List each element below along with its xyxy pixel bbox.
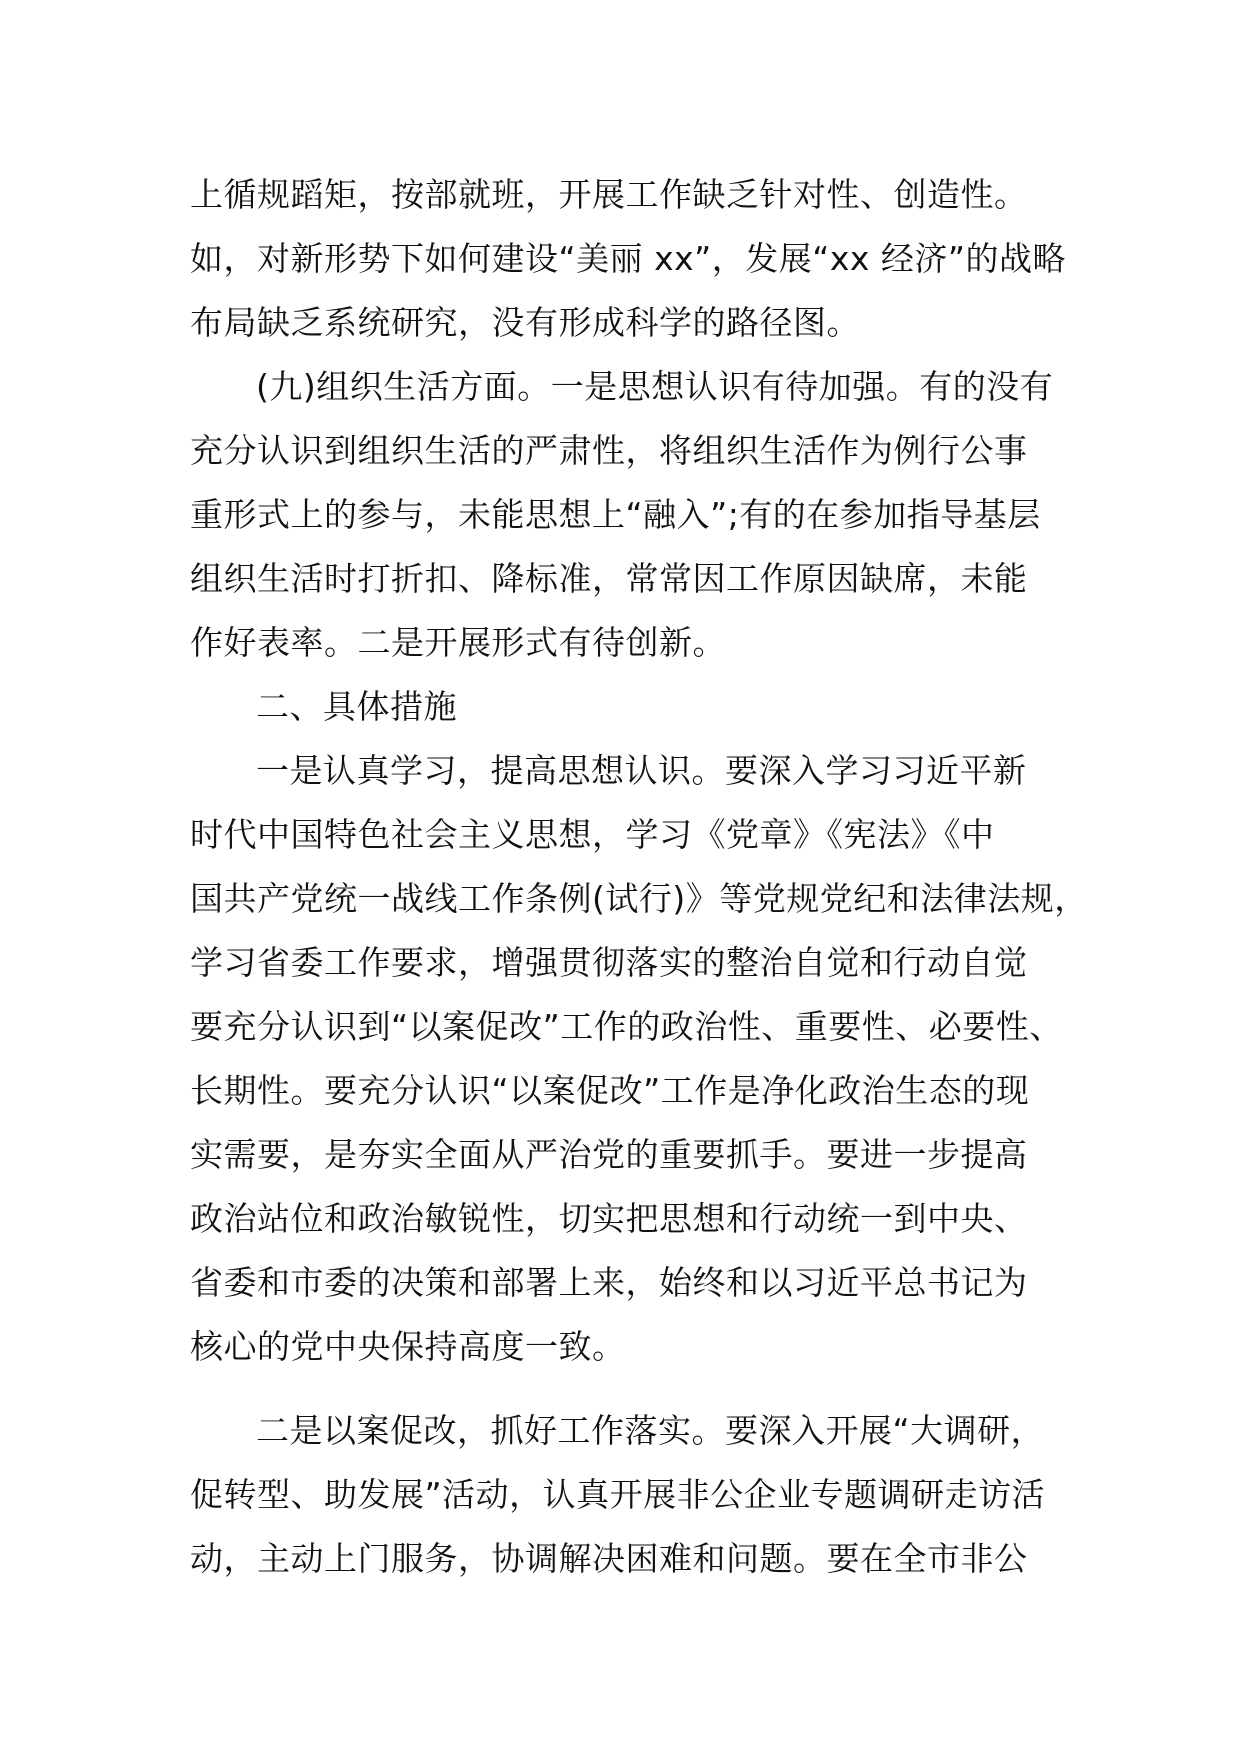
text-line: 动，主动上门服务，协调解决困难和问题。要在全市非公 <box>190 1539 1028 1578</box>
text-line: 省委和市委的决策和部署上来，始终和以习近平总书记为 <box>190 1263 1028 1302</box>
text-line: 充分认识到组织生活的严肃性，将组织生活作为例行公事 <box>190 431 1028 470</box>
text-line: 实需要，是夯实全面从严治党的重要抓手。要进一步提高 <box>190 1135 1028 1174</box>
paragraph-first-line: 二是以案促改，抓好工作落实。要深入开展“大调研， <box>256 1411 1045 1450</box>
text-line: 国共产党统一战线工作条例(试行)》等党规党纪和法律法规， <box>190 879 1088 918</box>
text-line: 学习省委工作要求，增强贯彻落实的整治自觉和行动自觉 <box>190 943 1028 982</box>
text-line: 核心的党中央保持高度一致。 <box>190 1327 626 1366</box>
text-line: 布局缺乏系统研究，没有形成科学的路径图。 <box>190 303 860 342</box>
text-line: 重形式上的参与，未能思想上“融入”;有的在参加指导基层 <box>190 495 1041 534</box>
text-line: 时代中国特色社会主义思想，学习《党章》《宪法》《中 <box>190 815 995 854</box>
text-line: 上循规蹈矩，按部就班，开展工作缺乏针对性、创造性。 <box>190 175 1028 214</box>
text-line: 组织生活时打折扣、降标准，常常因工作原因缺席，未能 <box>190 559 1028 598</box>
paragraph-first-line: 一是认真学习，提高思想认识。要深入学习习近平新 <box>256 751 1027 790</box>
paragraph-first-line: (九)组织生活方面。一是思想认识有待加强。有的没有 <box>256 367 1054 406</box>
text-line: 促转型、助发展”活动，认真开展非公企业专题调研走访活 <box>190 1475 1046 1514</box>
section-heading: 二、具体措施 <box>256 687 457 726</box>
text-line: 作好表率。二是开展形式有待创新。 <box>190 623 726 662</box>
text-line: 政治站位和政治敏锐性，切实把思想和行动统一到中央、 <box>190 1199 1028 1238</box>
text-line: 要充分认识到“以案促改”工作的政治性、重要性、必要性、 <box>190 1007 1063 1046</box>
text-line: 长期性。要充分认识“以案促改”工作是净化政治生态的现 <box>190 1071 1030 1110</box>
text-line: 如，对新形势下如何建设“美丽 xx”，发展“xx 经济”的战略 <box>190 239 1066 278</box>
